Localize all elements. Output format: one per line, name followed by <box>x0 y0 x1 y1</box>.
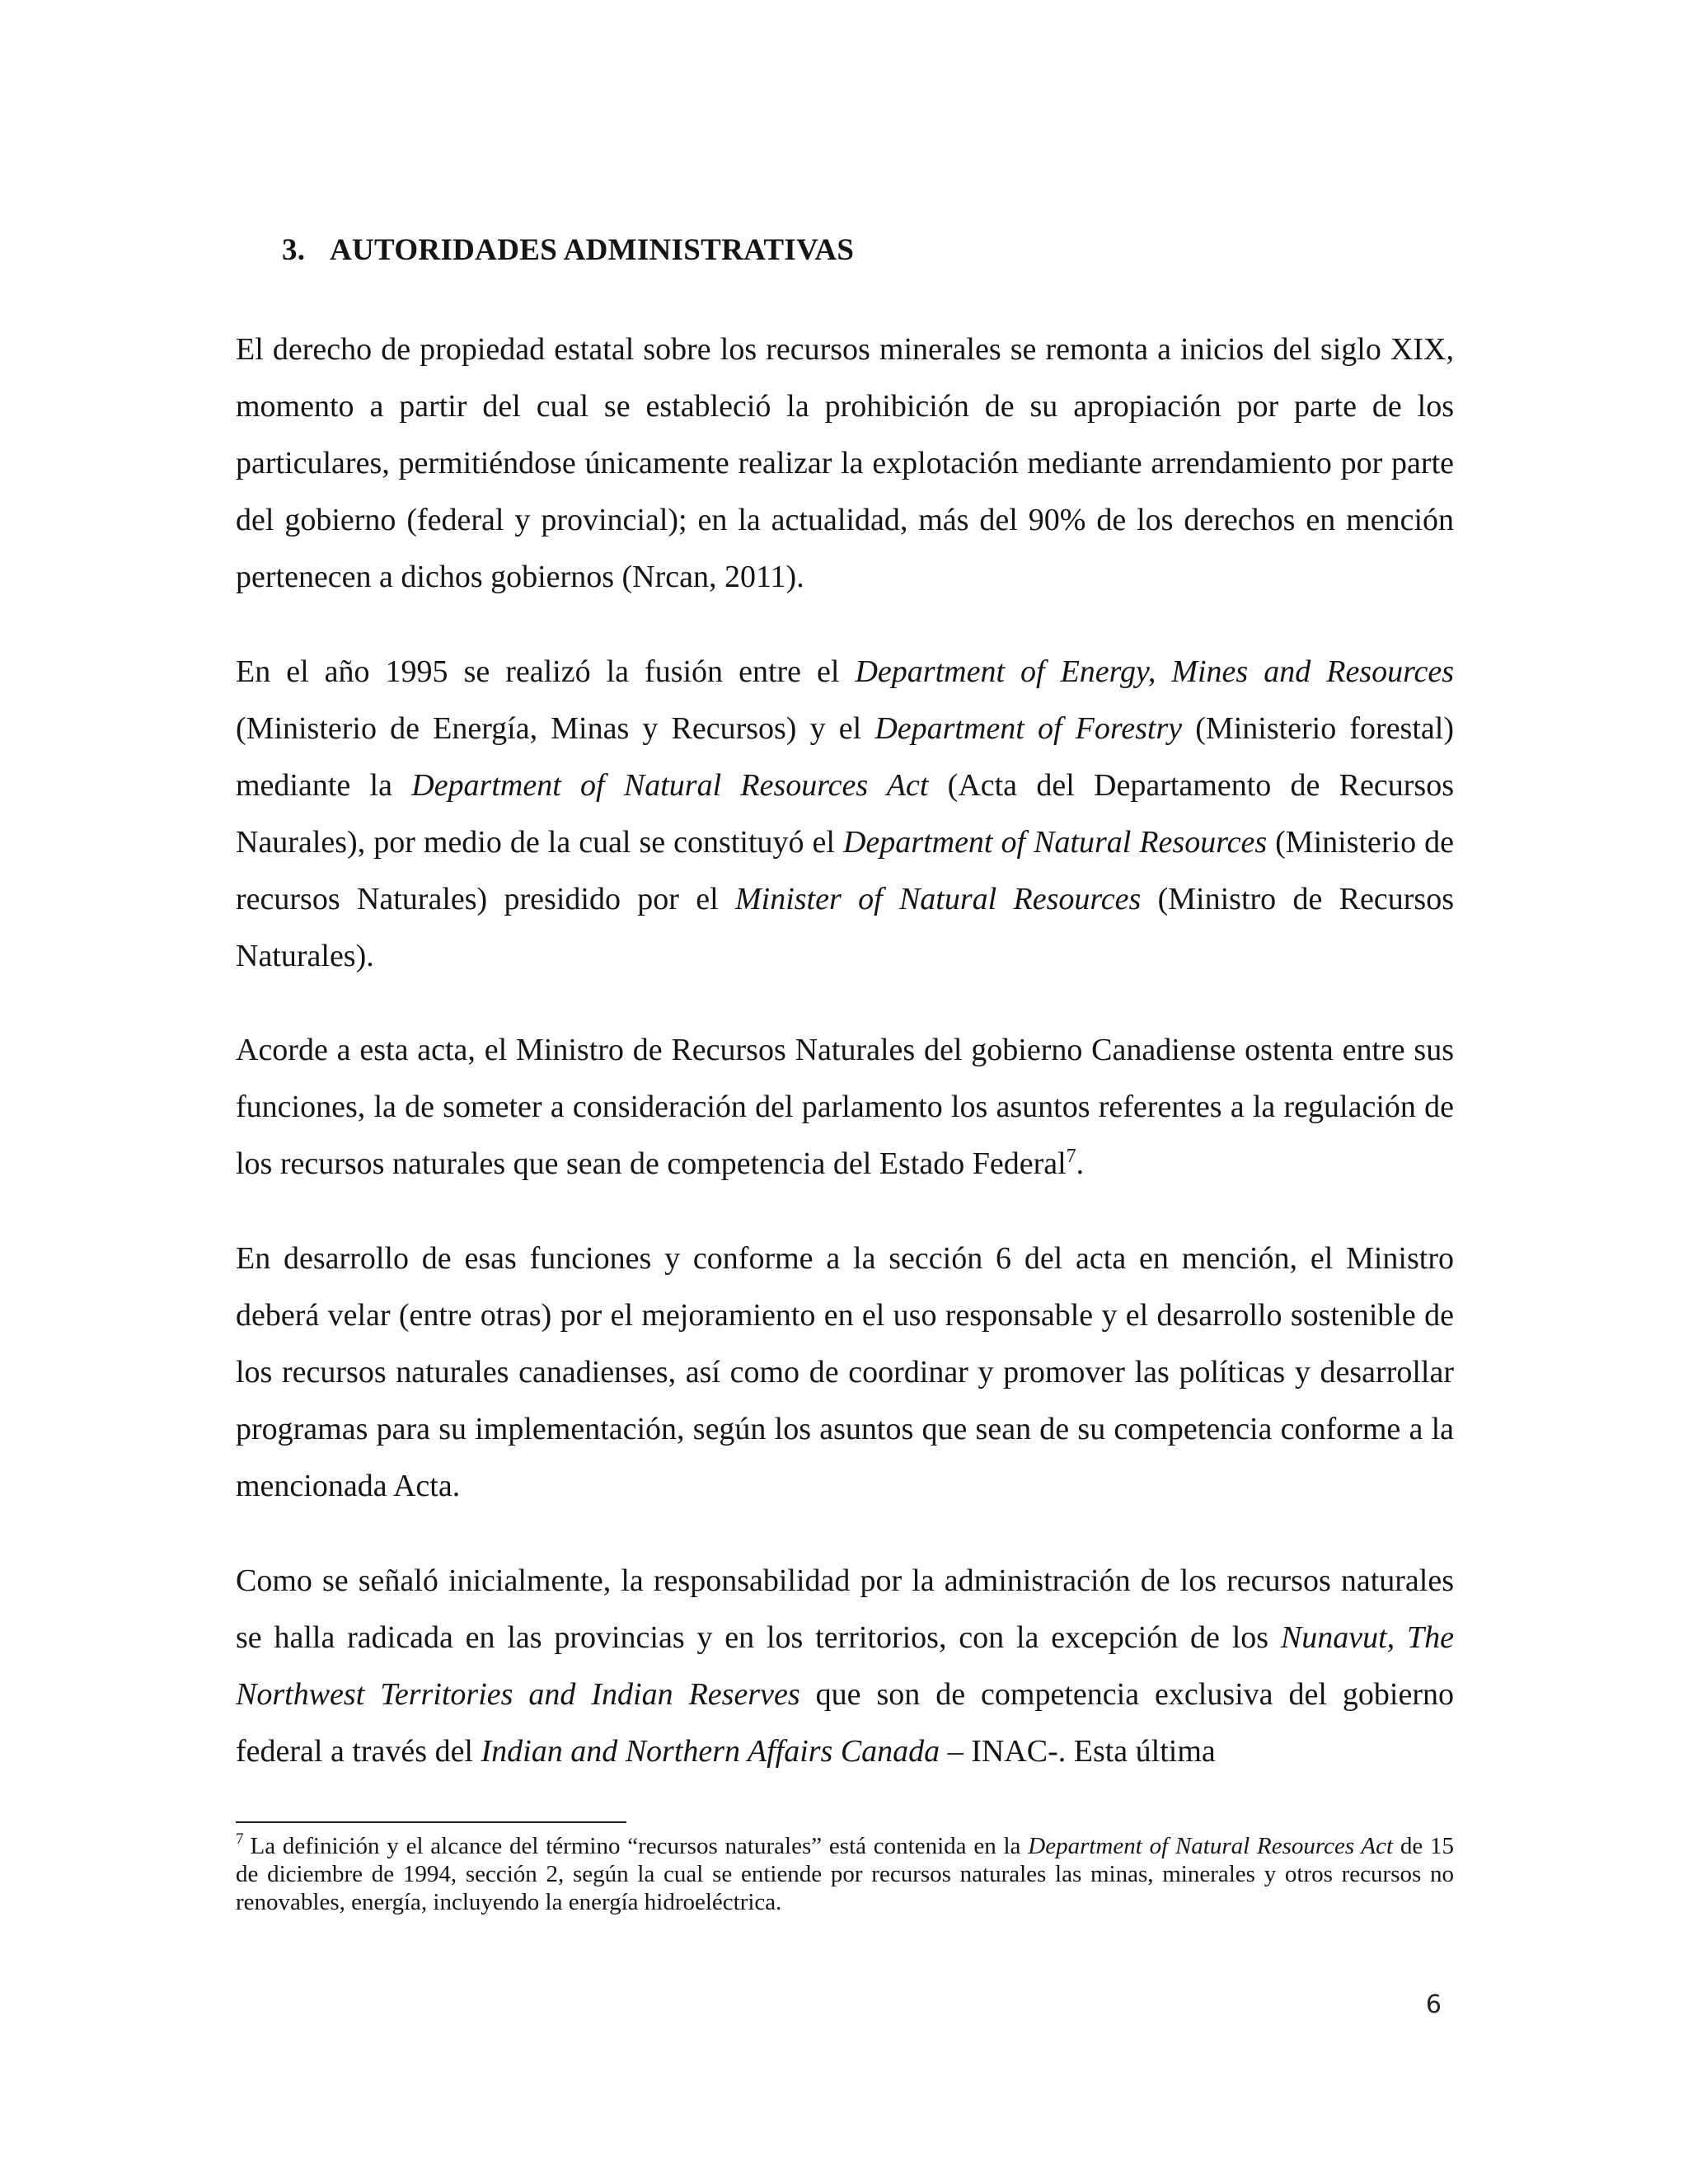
italic-term: Department of Natural Resources Act <box>1028 1833 1394 1859</box>
paragraph-4: En desarrollo de esas funciones y conforme a la sección 6 del acta en mención, el Ministro deberá velar (entre otras) por el mejoramiento en el uso responsable y el desarrollo sostenible de los recursos naturales canadienses, así como de coordinar y promover las políticas y desarrollar programas para su implementación, según los asuntos que sean de su competencia conforme a la mencionada Acta. <box>236 1241 1454 1503</box>
footnote-divider <box>236 1821 626 1823</box>
paragraph-text: Acorde a esta acta, el Ministro de Recursos Naturales del gobierno Canadiense ostenta entre sus funciones, la de someter a consideración del parlamento los asuntos referentes a la regulación de los recursos naturales que sean de competencia del Estado Federal <box>236 1033 1454 1181</box>
footnote-text: La definición y el alcance del término “recursos naturales” está contenida en la <box>250 1833 1029 1859</box>
italic-term: Department of Natural Resources Act <box>411 768 929 803</box>
italic-term: Nunavut, The Northwest Territories and Indian Reserves <box>236 1620 1454 1712</box>
italic-term: Department of Forestry <box>874 711 1183 746</box>
footnote-reference[interactable]: 7 <box>1066 1146 1076 1167</box>
paragraph-text: . <box>1076 1146 1085 1181</box>
paragraph-text: (Ministerio de Energía, Minas y Recursos) y el <box>236 711 875 746</box>
section-title: AUTORIDADES ADMINISTRATIVAS <box>330 233 855 267</box>
italic-term: Department of Natural Resources <box>842 825 1268 860</box>
paragraph-text: (Acta del Departamento de Recursos Naurales), por medio de la cual se constituyó el <box>236 768 1454 860</box>
footnote-marker: 7 <box>236 1830 244 1848</box>
paragraph-text: (Ministerio de recursos Naturales) presidido por el <box>236 825 1454 916</box>
section-heading <box>282 232 854 268</box>
paragraph-text: que son de competencia exclusiva del gobierno federal a través del <box>236 1677 1454 1769</box>
paragraph-5 <box>236 1553 1454 1780</box>
italic-term: Minister of Natural Resources <box>734 882 1142 916</box>
paragraph-text: (Ministerio forestal) mediante la <box>236 711 1454 803</box>
page-number: 6 <box>1425 1990 1442 2019</box>
paragraph-1: El derecho de propiedad estatal sobre los recursos minerales se remonta a inicios del siglo XIX, momento a partir del cual se estableció la prohibición de su apropiación por parte de los particulares, permitiéndose únicamente realizar la explotación mediante arrendamiento por parte del gobierno (federal y provincial); en la actualidad, más del 90% de los derechos en mención pertenecen a dichos gobiernos (Nrcan, 2011). <box>236 332 1454 594</box>
paragraph-text: (Ministro de Recursos Naturales). <box>236 882 1454 973</box>
italic-term: Department of Energy, Mines and Resources <box>855 654 1454 689</box>
paragraph-text: Como se señaló inicialmente, la responsabilidad por la administración de los recursos naturales se halla radicada en las provincias y en los territorios, con la excepción de los <box>236 1563 1454 1655</box>
section-number: 3. <box>282 233 306 267</box>
footnote-text: de 15 de diciembre de 1994, sección 2, según la cual se entiende por recursos naturales las minas, minerales y otros recursos no renovables, energía, incluyendo la energía hidroeléctrica. <box>236 1833 1455 1915</box>
paragraph-3 <box>236 1022 1454 1193</box>
italic-term: Indian and Northern Affairs Canada <box>481 1734 940 1769</box>
paragraph-2 <box>236 644 1454 985</box>
paragraph-text: – INAC-. Esta última <box>940 1734 1216 1769</box>
footnote <box>236 1832 1454 1916</box>
paragraph-text: En el año 1995 se realizó la fusión entre el <box>236 654 856 689</box>
